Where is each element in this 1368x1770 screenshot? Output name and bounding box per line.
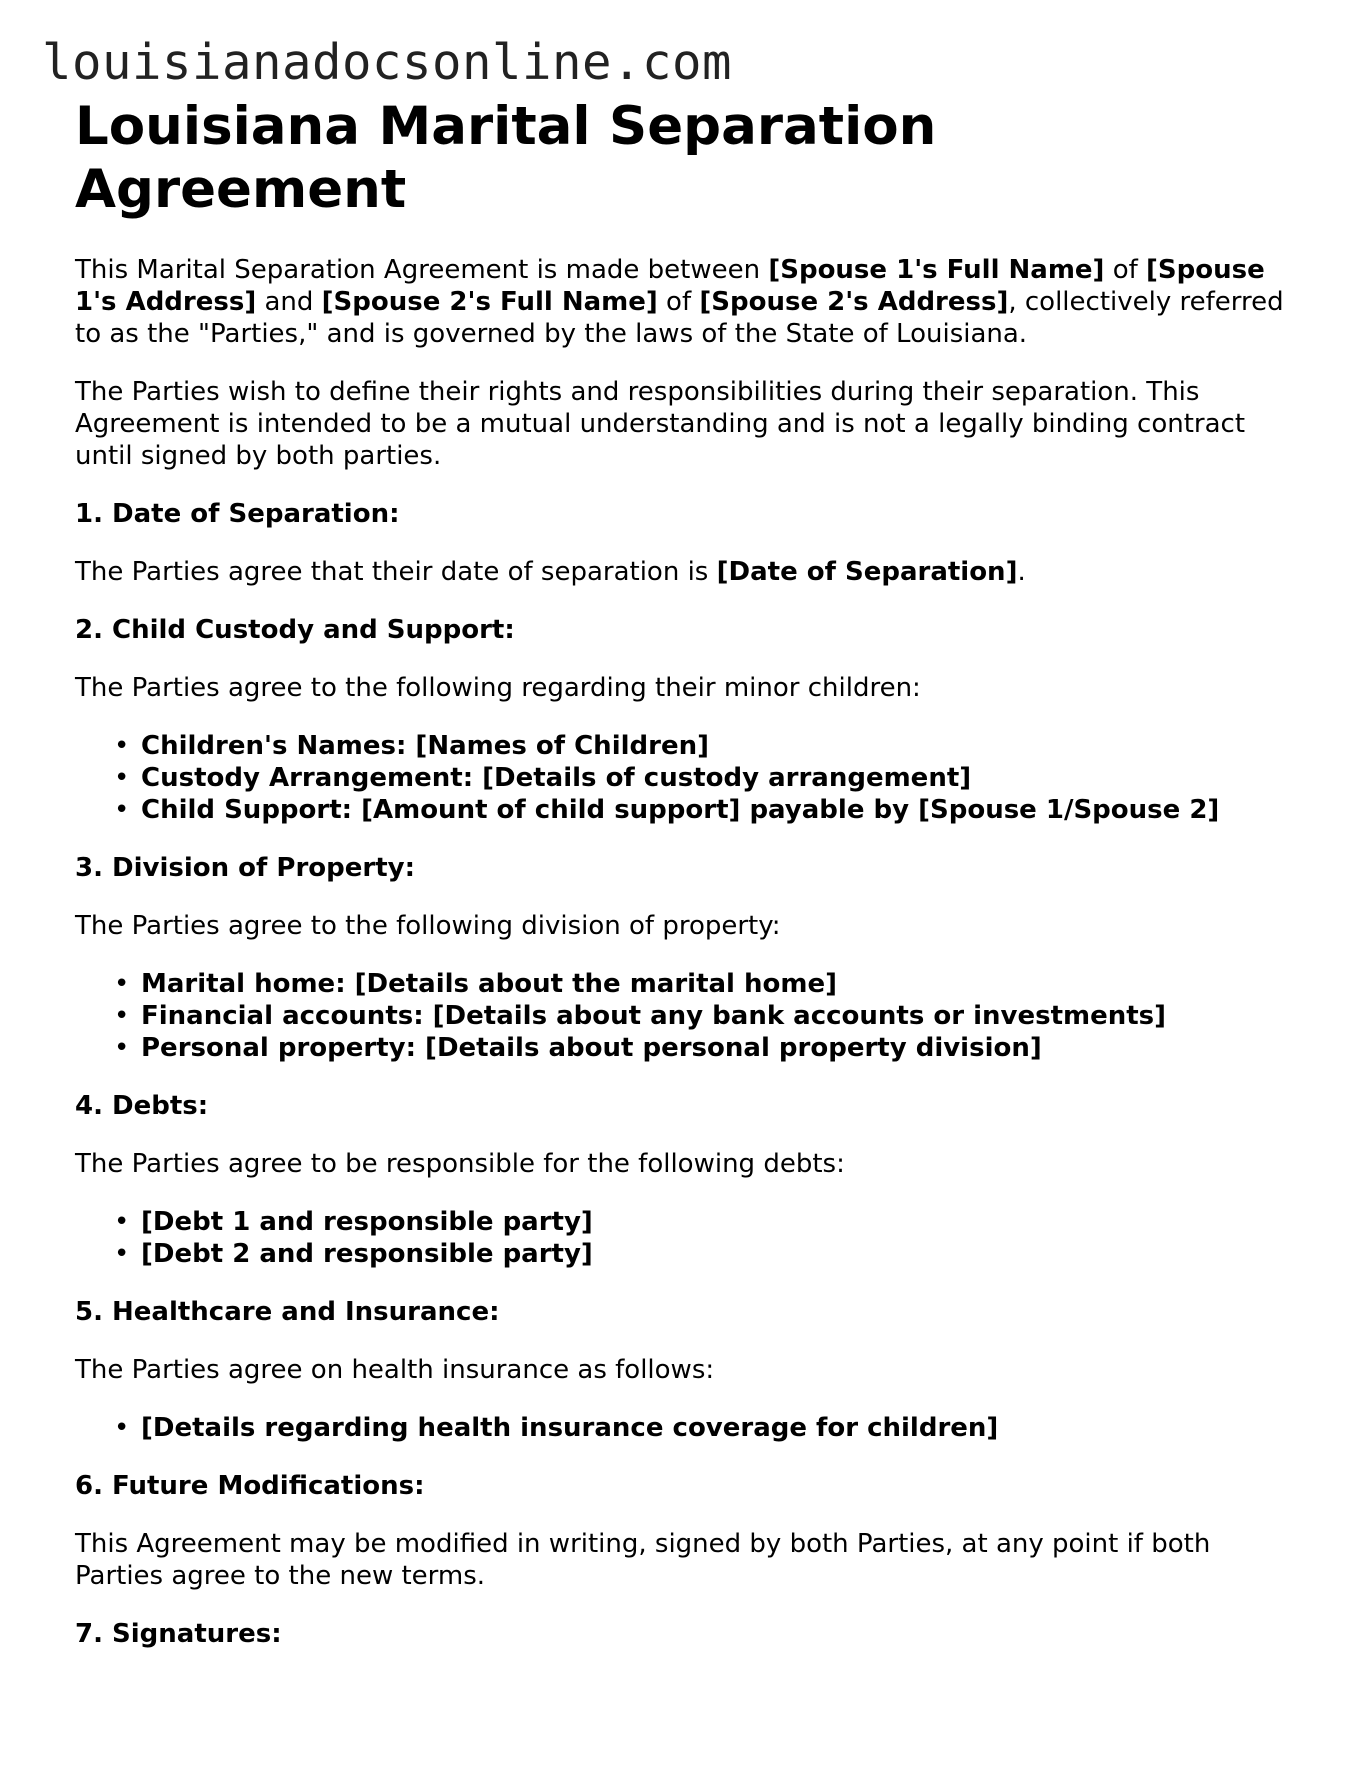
section-heading-future-modifications: 6. Future Modifications: [75,1471,425,1501]
intro-paragraph-purpose: The Parties wish to define their rights and responsibilities during their separation. This Agreement is intended to be a mutual understanding and is not a legally binding contract until signed by both parties. [75,377,1246,471]
document-title: Louisiana Marital Separation Agreement [75,96,937,220]
bullet-icon: • [114,795,130,825]
child-custody-list [75,730,1305,826]
section-heading-child-custody: 2. Child Custody and Support: [75,615,515,645]
section-heading-division-of-property: 3. Division of Property: [75,853,415,883]
section-text-date-of-separation: The Parties agree that their date of separation is [Date of Separation]. [75,557,1026,587]
bullet-icon: • [114,1239,130,1269]
section-text-division-of-property: The Parties agree to the following division of property: [75,911,781,941]
list-item: • Child Support: [Amount of child support] payable by [Spouse 1/Spouse 2] [114,795,1220,825]
debts-list [75,1206,1305,1270]
section-text-future-modifications: This Agreement may be modified in writing, signed by both Parties, at any point if both Parties agree to the new terms. [75,1529,1211,1591]
date-of-separation-placeholder: [Date of Separation] [716,557,1018,587]
list-item: • [Debt 2 and responsible party] [114,1239,593,1269]
section-text-healthcare: The Parties agree on health insurance as follows: [75,1355,715,1385]
list-item: • [Details regarding health insurance coverage for children] [114,1413,999,1443]
bullet-icon: • [114,1001,130,1031]
list-item: • Marital home: [Details about the marital home] [114,969,837,999]
section-text-debts: The Parties agree to be responsible for the following debts: [75,1149,845,1179]
spouse-2-name-placeholder: [Spouse 2's Full Name] [321,287,658,317]
section-heading-debts: 4. Debts: [75,1091,209,1121]
bullet-icon: • [114,1033,130,1063]
spouse-1-name-placeholder: [Spouse 1's Full Name] [768,255,1105,285]
section-heading-signatures: 7. Signatures: [75,1619,282,1649]
intro-paragraph-parties: This Marital Separation Agreement is made between [Spouse 1's Full Name] of [Spouse 1's Address] and [Spouse 2's Full Name] of [Spouse 2's Address], collectively referred to as the "Parties," and is governed by the laws of the State of Louisiana. [75,255,1284,349]
list-item: • Financial accounts: [Details about any bank accounts or investments] [114,1001,1167,1031]
site-watermark: louisianadocsonline.com [42,34,733,91]
list-item: • Personal property: [Details about personal property division] [114,1033,1042,1063]
bullet-icon: • [114,731,130,761]
section-heading-date-of-separation: 1. Date of Separation: [75,499,400,529]
property-list [75,968,1305,1064]
list-item: • Custody Arrangement: [Details of custody arrangement] [114,763,972,793]
section-text-child-custody: The Parties agree to the following regarding their minor children: [75,673,921,703]
bullet-icon: • [114,1413,130,1443]
section-heading-healthcare: 5. Healthcare and Insurance: [75,1297,500,1327]
list-item: • [Debt 1 and responsible party] [114,1207,593,1237]
spouse-2-address-placeholder: [Spouse 2's Address] [699,287,1009,317]
bullet-icon: • [114,763,130,793]
bullet-icon: • [114,1207,130,1237]
spouse-1-address-placeholder: [Spouse 1's Address] [75,255,1265,317]
bullet-icon: • [114,969,130,999]
document-body [75,95,1305,1650]
list-item: • Children's Names: [Names of Children] [114,731,709,761]
healthcare-list [75,1412,1305,1444]
